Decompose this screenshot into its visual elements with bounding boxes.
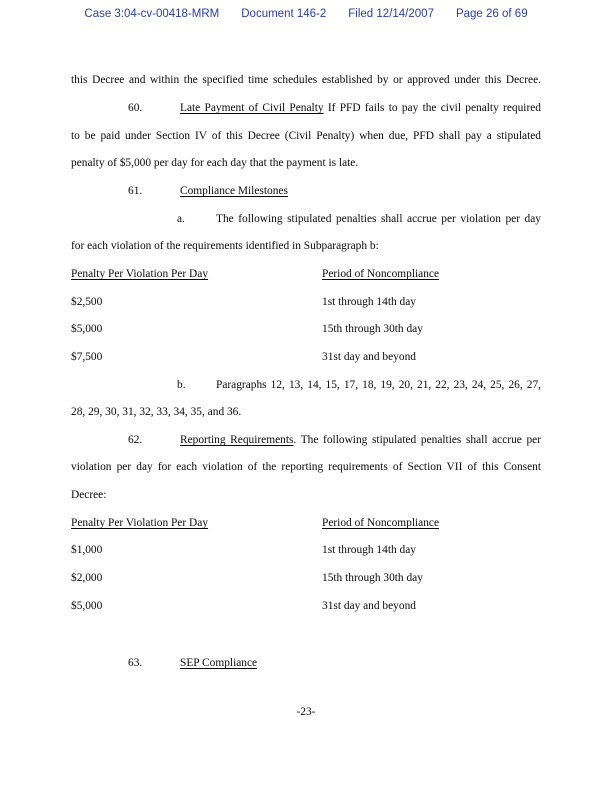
table-row bbox=[71, 598, 541, 615]
paragraph-60-number: 60. bbox=[128, 102, 143, 114]
paragraph-61b-label: b. bbox=[177, 379, 186, 391]
penalty-table-1-col2-header: Period of Noncompliance bbox=[322, 268, 440, 280]
case-number: Case 3:04-cv-00418-MRM bbox=[84, 8, 220, 20]
paragraph-62-heading: Reporting Requirements bbox=[180, 434, 294, 446]
carryover-text: this Decree and within the specified time schedules established by or approved under this Decree. bbox=[71, 74, 541, 86]
case-stamp-header bbox=[0, 8, 612, 20]
paragraph-62-line-3: Decree: bbox=[71, 489, 107, 501]
penalty-cell: $7,500 bbox=[71, 351, 103, 363]
paragraph-62-number: 62. bbox=[128, 434, 143, 446]
paragraph-60-line-2: to be paid under Section IV of this Decree (Civil Penalty) when due, PFD shall pay a stipulated bbox=[71, 130, 541, 142]
paragraph-63-heading-line bbox=[71, 655, 541, 672]
paragraph-62-text: . The following stipulated penalties shall accrue per bbox=[293, 434, 542, 446]
page-number-footer: -23- bbox=[296, 706, 316, 718]
paragraph-61b-line-1 bbox=[71, 377, 541, 394]
paragraph-61a-line-1 bbox=[71, 211, 541, 228]
penalty-table-2-col2-header: Period of Noncompliance bbox=[322, 517, 440, 529]
penalty-cell: $5,000 bbox=[71, 600, 103, 612]
paragraph-60-text: If PFD fails to pay the civil penalty required bbox=[323, 102, 541, 114]
paragraph-60-line-1 bbox=[71, 100, 541, 117]
paragraph-60-line-3: penalty of $5,000 per day for each day that the payment is late. bbox=[71, 157, 359, 169]
table-row bbox=[71, 349, 541, 366]
paragraph-61a-label: a. bbox=[177, 213, 185, 225]
paragraph-61-heading-line bbox=[71, 183, 541, 200]
paragraph-62-line-1 bbox=[71, 432, 541, 449]
paragraph-61-number: 61. bbox=[128, 185, 143, 197]
penalty-table-2-header-row bbox=[71, 515, 541, 532]
paragraph-60-heading: Late Payment of Civil Penalty bbox=[180, 102, 324, 114]
table-row bbox=[71, 294, 541, 311]
page-indicator: Page 26 of 69 bbox=[455, 8, 528, 20]
period-cell: 1st through 14th day bbox=[322, 544, 416, 556]
paragraph-61a-line-2: for each violation of the requirements identified in Subparagraph b: bbox=[71, 240, 379, 252]
period-cell: 15th through 30th day bbox=[322, 572, 423, 584]
penalty-cell: $2,000 bbox=[71, 572, 103, 584]
table-row bbox=[71, 570, 541, 587]
table-row bbox=[71, 321, 541, 338]
paragraph-61a-text: The following stipulated penalties shall accrue per violation per day bbox=[216, 213, 541, 225]
penalty-cell: $5,000 bbox=[71, 323, 103, 335]
penalty-table-1-header-row bbox=[71, 266, 541, 283]
filed-date: Filed 12/14/2007 bbox=[348, 8, 434, 20]
paragraph-62-line-2: violation per day for each violation of the reporting requirements of Section VII of this Consent bbox=[71, 461, 541, 473]
paragraph-63-number: 63. bbox=[128, 657, 143, 669]
period-cell: 31st day and beyond bbox=[322, 600, 416, 612]
period-cell: 15th through 30th day bbox=[322, 323, 423, 335]
penalty-cell: $2,500 bbox=[71, 296, 103, 308]
document-number: Document 146-2 bbox=[241, 8, 327, 20]
period-cell: 1st through 14th day bbox=[322, 296, 416, 308]
period-cell: 31st day and beyond bbox=[322, 351, 416, 363]
paragraph-61b-text: Paragraphs 12, 13, 14, 15, 17, 18, 19, 20, 21, 22, 23, 24, 25, 26, 27, bbox=[216, 379, 541, 391]
penalty-table-1-col1-header: Penalty Per Violation Per Day bbox=[71, 268, 209, 280]
table-row bbox=[71, 542, 541, 559]
penalty-table-2-col1-header: Penalty Per Violation Per Day bbox=[71, 517, 209, 529]
paragraph-61-heading: Compliance Milestones bbox=[180, 185, 288, 197]
paragraph-61b-line-2: 28, 29, 30, 31, 32, 33, 34, 35, and 36. bbox=[71, 406, 242, 418]
penalty-cell: $1,000 bbox=[71, 544, 103, 556]
paragraph-63-heading: SEP Compliance bbox=[180, 657, 258, 669]
